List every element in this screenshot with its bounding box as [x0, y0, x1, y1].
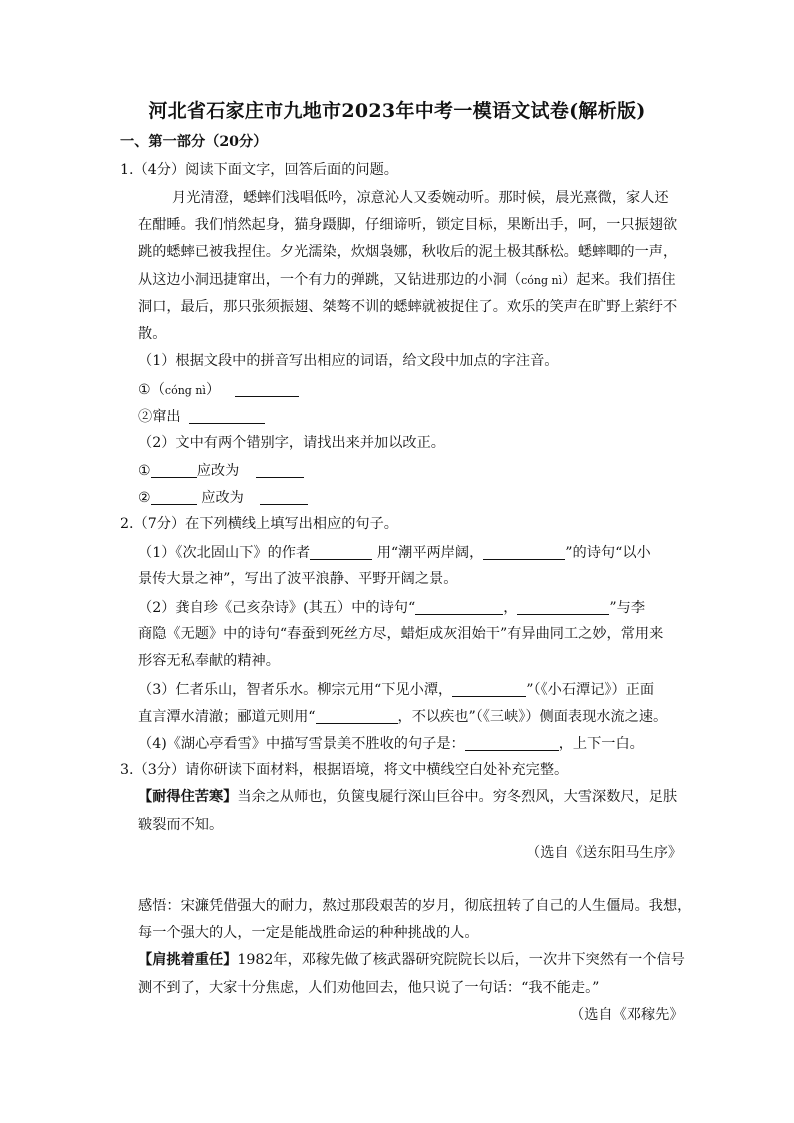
question-line: （2）龚自珍《己亥杂诗》(其五）中的诗句“ ， ”与李 [138, 600, 646, 616]
page-title: 河北省石家庄市九地市2023年中考一模语文试卷(解析版) [148, 100, 646, 122]
passage-line: 洞口，最后，那只张须振翅、桀骜不训的蟋蟀就被捉住了。欢乐的笑声在旷野上萦纡不 [138, 299, 678, 315]
sub-question-1: （1）根据文段中的拼音写出相应的词语，给文段中加点的字注音。 [138, 353, 559, 369]
answer-blank[interactable] [465, 736, 559, 751]
answer-blank[interactable] [316, 709, 398, 724]
section-heading: 一、第一部分（20分） [120, 134, 268, 150]
passage-line: 从这边小洞迅捷窜出，一个有力的弹跳，又钻进那边的小洞（cóng nì）起来。我们捂住 [138, 272, 676, 288]
answer-blank[interactable] [310, 545, 372, 560]
question-line: 直言潭水清澈；郦道元则用“ ，不以疾也”（《三峡》）侧面表现水流之速。 [138, 709, 668, 725]
source-citation: （选自《邓稼先》 [570, 1007, 684, 1023]
question-line: 商隐《无题》中的诗句“春蚕到死丝方尽，蜡炬成灰泪始干”有异曲同工之妙，常用来 [138, 626, 664, 642]
answer-blank[interactable] [235, 382, 299, 397]
answer-blank[interactable] [260, 490, 308, 505]
material-line: 皲裂而不知。 [138, 817, 224, 833]
material-line: 每一个强大的人，一定是能战胜命运的种种挑战的人。 [138, 925, 479, 941]
question-line: （1）《次北固山下》的作者 用“潮平两岸阔， ”的诗句“以小 [138, 545, 651, 561]
question-line: 景传大景之神”，写出了波平浪静、平野开阔之景。 [138, 571, 458, 587]
correction-line-2: ② 应改为 [138, 490, 308, 505]
material-line: 【耐得住苦寒】当余之从师也，负箧曳屣行深山巨谷中。穷冬烈风，大雪深数尺，足肤 [138, 789, 678, 805]
answer-blank[interactable] [256, 463, 304, 478]
question-line: （3）仁者乐山，智者乐水。柳宗元用“下见小潭， ”（《小石潭记》）正面 [138, 682, 655, 698]
correction-line-1: ① 应改为 [138, 463, 304, 478]
material-heading: 【耐得住苦寒】 [138, 789, 238, 805]
question-1-stem: 1.（4分）阅读下面文字，回答后面的问题。 [120, 162, 398, 178]
answer-blank[interactable] [415, 600, 503, 615]
question-2-stem: 2.（7分）在下列横线上填写出相应的句子。 [120, 516, 398, 532]
answer-blank[interactable] [483, 545, 565, 560]
answer-blank[interactable] [452, 682, 526, 697]
question-line: （4)《湖心亭看雪》中描写雪景美不胜收的句子是： ，上下一白。 [138, 736, 644, 752]
answer-blank[interactable] [151, 463, 197, 478]
passage-line: 月光清澄，蟋蟀们浅唱低吟，凉意沁人又委婉动听。那时候，晨光熹微，家人还 [172, 190, 669, 206]
material-line: 感悟：宋濂凭借强大的耐力，熬过那段艰苦的岁月，彻底扭转了自己的人生僵局。我想， [138, 898, 692, 914]
passage-line: 跳的蟋蟀已被我捏住。夕光濡染，炊烟袅娜，秋收后的泥土极其酥松。蟋蟀唧的一声， [138, 244, 678, 260]
question-3-stem: 3.（3分）请你研读下面材料，根据语境，将文中横线空白处补充完整。 [120, 762, 569, 778]
material-heading: 【肩挑着重任】 [138, 952, 238, 968]
passage-line: 在酣睡。我们悄然起身，猫身蹑脚，仔细谛听，锁定目标，果断出手，呵，一只振翅欲 [138, 217, 678, 233]
answer-blank[interactable] [517, 600, 609, 615]
source-citation: （选自《送东阳马生序》 [526, 845, 683, 861]
answer-line-2: ②窜出 [138, 409, 265, 424]
answer-line-1: ①（cóng nì） [138, 382, 299, 397]
sub-question-2: （2）文中有两个错别字，请找出来并加以改正。 [138, 435, 445, 451]
material-line: 【肩挑着重任】1982年，邓稼先做了核武器研究院院长以后，一次井下突然有一个信号 [138, 952, 685, 968]
material-line: 测不到了，大家十分焦虑，人们劝他回去，他只说了一句话：“我不能走。” [138, 980, 600, 996]
question-line: 形容无私奉献的精神。 [138, 653, 280, 669]
pinyin-text: cóng nì [521, 274, 563, 287]
answer-blank[interactable] [189, 409, 265, 424]
answer-blank[interactable] [151, 490, 197, 505]
passage-line: 散。 [138, 326, 167, 342]
